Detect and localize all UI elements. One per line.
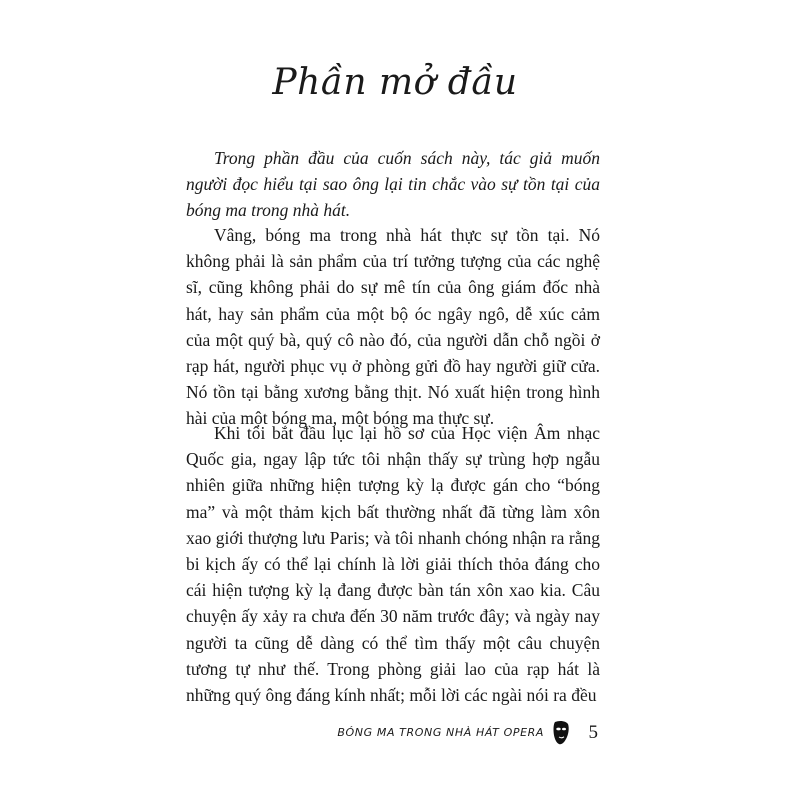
page-footer bbox=[300, 720, 600, 748]
chapter-title: Phần mở đầu bbox=[272, 62, 518, 103]
theater-mask-icon bbox=[552, 720, 570, 746]
body-paragraph-2 bbox=[186, 420, 600, 708]
page-number: 5 bbox=[588, 722, 598, 743]
running-title: BÓNG MA TRONG NHÀ HÁT OPERA bbox=[337, 726, 544, 739]
body-paragraph-1 bbox=[186, 222, 600, 432]
paragraph-text: Khi tôi bắt đầu lục lại hồ sơ của Học viện Âm nhạc Quốc gia, ngay lập tức tôi nhận thấy sự trùng hợp ngẫu nhiên giữa những hiện tượng kỳ lạ được gán cho “bóng ma” và một thảm kịch bất thường nhất đã từng làm xôn xao giới thượng lưu Paris; và tôi nhanh chóng nhận ra rằng bi kịch ấy có thể lại chính là lời giải thích thỏa đáng cho cái hiện tượng kỳ lạ đang được bàn tán xôn xao kia. Câu chuyện ấy xảy ra chưa đến 30 năm trước đây; và ngày nay người ta cũng dễ dàng có thể tìm thấy một câu chuyện tương tự như thế. Trong phòng giải lao của rạp hát là những quý ông đáng kính nhất; mỗi lời các ngài nói ra đều bbox=[186, 423, 600, 706]
intro-text: Trong phần đầu của cuốn sách này, tác giả muốn người đọc hiểu tại sao ông lại tin chắc vào sự tồn tại của bóng ma trong nhà hát. bbox=[186, 148, 600, 221]
intro-paragraph bbox=[186, 145, 600, 224]
paragraph-text: Vâng, bóng ma trong nhà hát thực sự tồn tại. Nó không phải là sản phẩm của trí tưởng tượng của các nghệ sĩ, cũng không phải do sự mê tín của ông giám đốc nhà hát, hay sản phẩm của một bộ óc ngây ngô, dễ xúc cảm của một quý bà, quý cô nào đó, của người dẫn chỗ ngồi ở rạp hát, người phục vụ ở phòng gửi đồ hay người giữ cửa. Nó tồn tại bằng xương bằng thịt. Nó xuất hiện trong hình hài của một bóng ma, một bóng ma thực sự. bbox=[186, 225, 600, 429]
